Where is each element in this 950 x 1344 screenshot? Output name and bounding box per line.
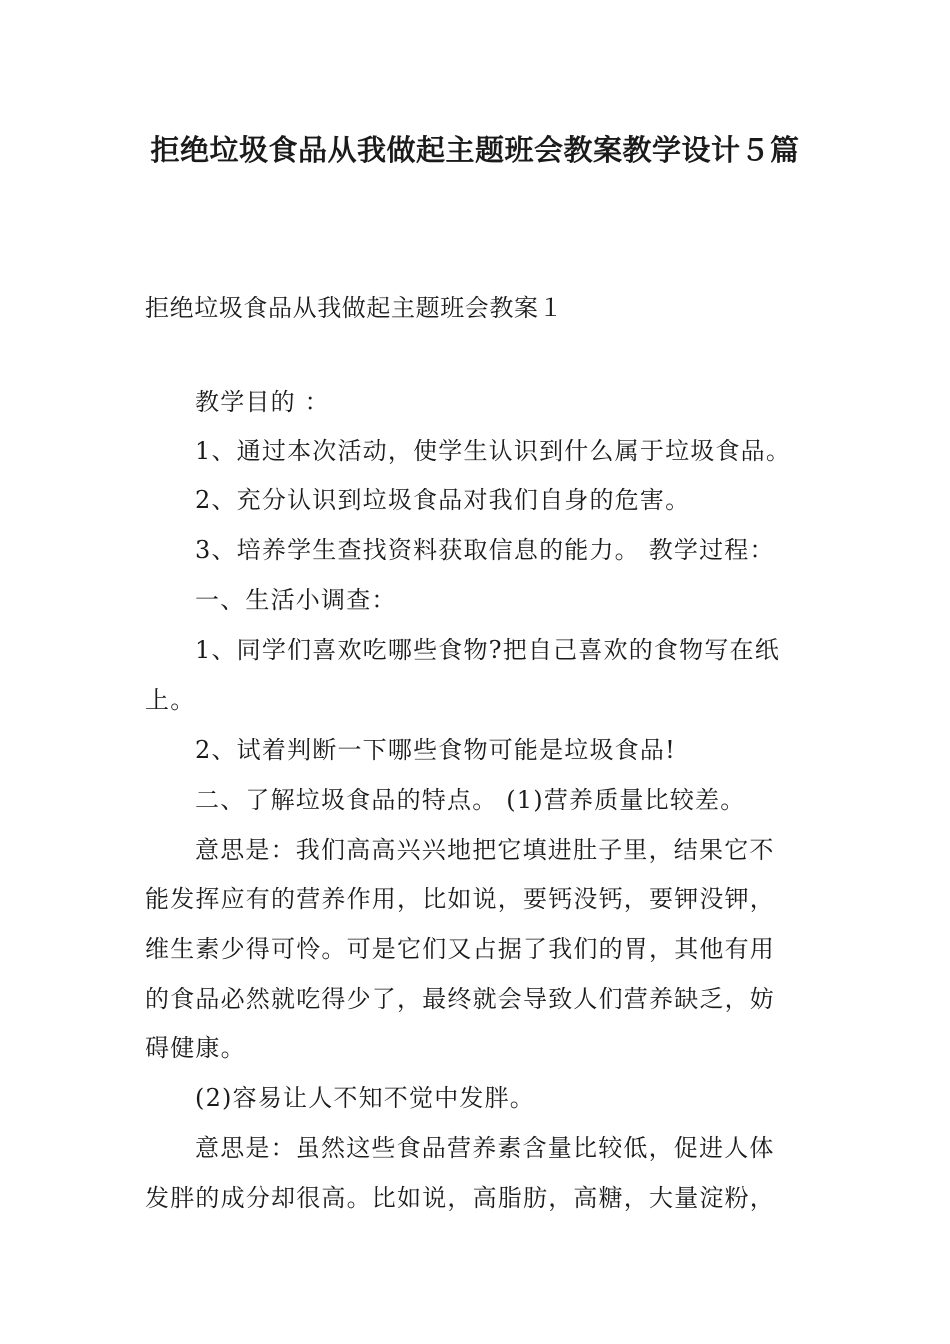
paragraph-line: 2、充分认识到垃圾食品对我们自身的危害。 bbox=[195, 486, 691, 514]
section-subtitle: 拒绝垃圾食品从我做起主题班会教案１ bbox=[145, 294, 564, 322]
paragraph-line: 1、通过本次活动，使学生认识到什么属于垃圾食品。 bbox=[195, 437, 792, 465]
paragraph-line: 碍健康。 bbox=[145, 1034, 246, 1062]
paragraph-line: 能发挥应有的营养作用，比如说，要钙没钙，要钾没钾， bbox=[145, 885, 775, 913]
paragraph-line: 一、生活小调查： bbox=[195, 586, 397, 614]
paragraph-line: 意思是：虽然这些食品营养素含量比较低，促进人体 bbox=[195, 1134, 775, 1162]
paragraph-line: 二、了解垃圾食品的特点。 (1)营养质量比较差。 bbox=[195, 786, 746, 814]
paragraph-line: 维生素少得可怜。可是它们又占据了我们的胃，其他有用 bbox=[145, 935, 775, 963]
document-title: 拒绝垃圾食品从我做起主题班会教案教学设计５篇 bbox=[150, 133, 800, 167]
paragraph-line: 1、同学们喜欢吃哪些食物?把自己喜欢的食物写在纸 bbox=[195, 636, 780, 664]
paragraph-line: (2)容易让人不知不觉中发胖。 bbox=[195, 1084, 535, 1112]
paragraph-line: 的食品必然就吃得少了，最终就会导致人们营养缺乏，妨 bbox=[145, 985, 775, 1013]
paragraph-line: 意思是：我们高高兴兴地把它填进肚子里，结果它不 bbox=[195, 836, 775, 864]
paragraph-line: 上。 bbox=[145, 686, 196, 714]
paragraph-line: 发胖的成分却很高。比如说，高脂肪，高糖，大量淀粉， bbox=[145, 1184, 775, 1212]
paragraph-line: 2、试着判断一下哪些食物可能是垃圾食品! bbox=[195, 736, 676, 764]
paragraph-line: 教学目的 ： bbox=[195, 388, 330, 416]
paragraph-line: 3、培养学生查找资料获取信息的能力。 教学过程： bbox=[195, 536, 775, 564]
